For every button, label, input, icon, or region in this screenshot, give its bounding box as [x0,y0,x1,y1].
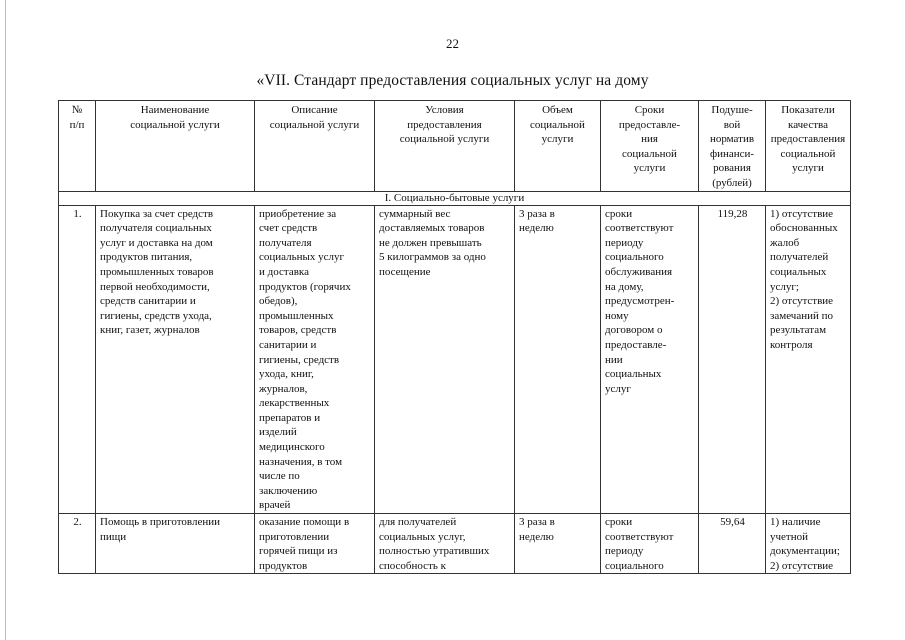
service-name-cell: Покупка за счет средств получателя социальных услуг и доставка на дом продуктов питания, промышленных товаров первой необходимости, средств санитарии и гигиены, средств ухода, книг, газет, журналов [96,205,255,513]
header-service-volume: Объем социальной услуги [515,101,601,192]
service-volume-cell: 3 раза в неделю [515,514,601,574]
section-title: I. Социально-бытовые услуги [59,191,851,205]
table-row [59,205,851,513]
service-description-cell: оказание помощи в приготовлении горячей пищи из продуктов [255,514,375,574]
financing-norm-cell: 119,28 [699,205,766,513]
quality-indicators-cell: 1) отсутствие обоснованных жалоб получателей социальных услуг; 2) отсутствие замечаний по результатам контроля [766,205,851,513]
service-terms-cell: сроки соответствуют периоду социального [601,514,699,574]
header-service-conditions: Условия предоставления социальной услуги [375,101,515,192]
header-quality-indicators: Показатели качества предоставления социальной услуги [766,101,851,192]
quality-indicators-cell: 1) наличие учетной документации; 2) отсутствие [766,514,851,574]
header-service-name: Наименование социальной услуги [96,101,255,192]
row-number: 1. [59,205,96,513]
services-standard-table [58,100,851,574]
section-row [59,191,851,205]
service-terms-cell: сроки соответствуют периоду социального обслуживания на дому, предусмотрен- ному договором о предоставле- нии социальных услуг [601,205,699,513]
document-title: «VII. Стандарт предоставления социальных услуг на дому [256,72,649,89]
header-number: № п/п [59,101,96,192]
page-number: 22 [446,36,459,51]
financing-norm-cell: 59,64 [699,514,766,574]
service-conditions-cell: для получателей социальных услуг, полностью утративших способность к [375,514,515,574]
row-number: 2. [59,514,96,574]
service-name-cell: Помощь в приготовлении пищи [96,514,255,574]
header-service-description: Описание социальной услуги [255,101,375,192]
page-edge-line [5,0,6,640]
service-description-cell: приобретение за счет средств получателя социальных услуг и доставка продуктов (горячих обедов), промышленных товаров, средств санитарии и гигиены, средств ухода, книг, журналов, лекарственных препаратов и изделий медицинского назначения, в том числе по заключению врачей [255,205,375,513]
service-volume-cell: 3 раза в неделю [515,205,601,513]
table-header-row [59,101,851,192]
service-conditions-cell: суммарный вес доставляемых товаров не должен превышать 5 килограммов за одно посещение [375,205,515,513]
header-service-terms: Сроки предоставле- ния социальной услуги [601,101,699,192]
table-row [59,514,851,574]
header-financing-norm: Подуше- вой норматив финанси- рования (рублей) [699,101,766,192]
